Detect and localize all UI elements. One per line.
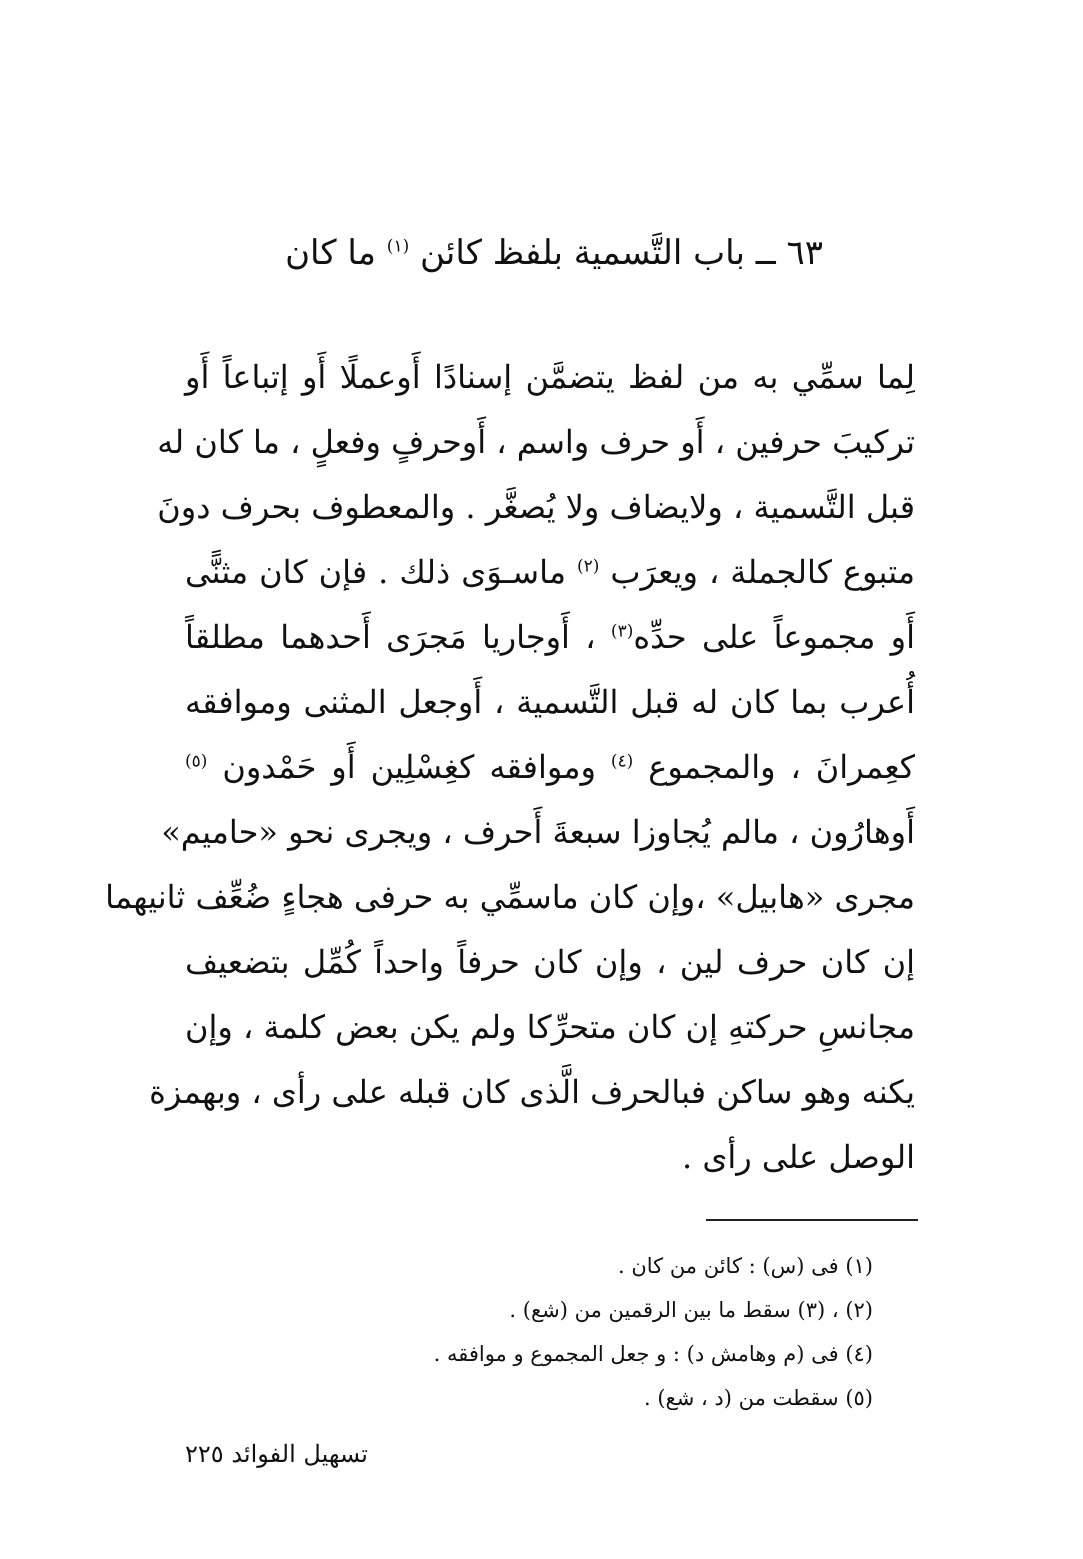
running-title: تسهيل الفوائد: [231, 1440, 368, 1468]
footnote: [273, 1244, 873, 1288]
chapter-title-tail: ما كان: [285, 233, 376, 273]
footnote-number: (٢): [845, 1298, 873, 1322]
body-line: أَو مجموعاً على حدِّه$^{(٣)}$ ، أَوجاريا مَجرَى أَحدهما مطلقاً: [185, 618, 916, 656]
footnote: [273, 1288, 873, 1332]
page-number: ٢٢٥: [185, 1440, 224, 1468]
footnote-divider: [706, 1219, 918, 1221]
footnotes: [273, 1244, 873, 1420]
chapter-title: باب التَّسمية بلفظ كائن: [420, 233, 745, 273]
footnote-number: (٤): [845, 1342, 873, 1366]
footnote-ref: (٤): [610, 751, 634, 772]
body-line: مجانسِ حركتهِ إن كان متحرِّكا ولم يكن بعض كلمة ، وإن: [184, 1008, 915, 1046]
footnote-text: فى (س) : كائن من كان .: [617, 1254, 839, 1278]
body-line: تركيبَ حرفين ، أَو حرف واسم ، أَوحرفٍ وفعلٍ ، ما كان له: [157, 423, 915, 461]
body-line: إن كان حرف لين ، وإن كان حرفاً واحداً كُمِّل بتضعيف: [185, 943, 915, 981]
heading-dash: ــ: [755, 233, 776, 273]
body-line: متبوع كالجملة ، ويعرَب $^{(٢)}$ ماسـوَى ذلك . فإن كان مثنًّى: [185, 553, 915, 591]
footnote-text: سقطت من (د ، شع) .: [643, 1386, 839, 1410]
body-line: أُعرب بما كان له قبل التَّسمية ، أَوجعل المثنى وموافقه: [185, 683, 915, 721]
footnote-ref: (٢): [576, 556, 600, 577]
body-text: [105, 345, 916, 1190]
footnote-number: (١): [845, 1254, 873, 1278]
footnote-number: (٥): [845, 1386, 873, 1410]
body-line: أَوهارُون ، مالم يُجاوزا سبعةَ أَحرف ، ويجرى نحو «حاميم»: [161, 813, 915, 851]
body-line: مجرى «هابيل» ،وإن كان ماسمِّي به حرفى هجاءٍ ضُعِّف ثانيهما: [105, 878, 915, 916]
body-line: قبل التَّسمية ، ولايضاف ولا يُصغَّر . والمعطوف بحرف دونَ: [157, 488, 915, 526]
body-line: الوصل على رأى .: [681, 1138, 915, 1176]
footnote-text: ، (٣) سقط ما بين الرقمين من (شع) .: [509, 1298, 839, 1322]
footnote-ref: (٥): [185, 751, 208, 772]
page-footer: [185, 1437, 445, 1471]
body-line: لِما سمِّي به من لفظ يتضمَّن إسنادًا أَوعملًا أَو إتباعاً أَو: [185, 358, 915, 396]
footnote-ref: (١): [386, 236, 410, 257]
footnote-text: فى (م وهامش د) : و جعل المجموع و موافقه .: [433, 1342, 839, 1366]
body-line: كعِمرانَ ، والمجموع $^{(٤)}$ وموافقه كغِسْلِين أَو حَمْدون $^{(٥)}$: [185, 748, 915, 786]
footnote: [273, 1376, 873, 1420]
chapter-number: ٦٣: [786, 233, 823, 273]
body-line: يكنه وهو ساكن فبالحرف الَّذى كان قبله على رأى ، وبهمزة: [149, 1073, 915, 1111]
footnote: [273, 1332, 873, 1376]
footnote-ref: (٣): [610, 621, 634, 642]
chapter-heading: [263, 228, 823, 278]
